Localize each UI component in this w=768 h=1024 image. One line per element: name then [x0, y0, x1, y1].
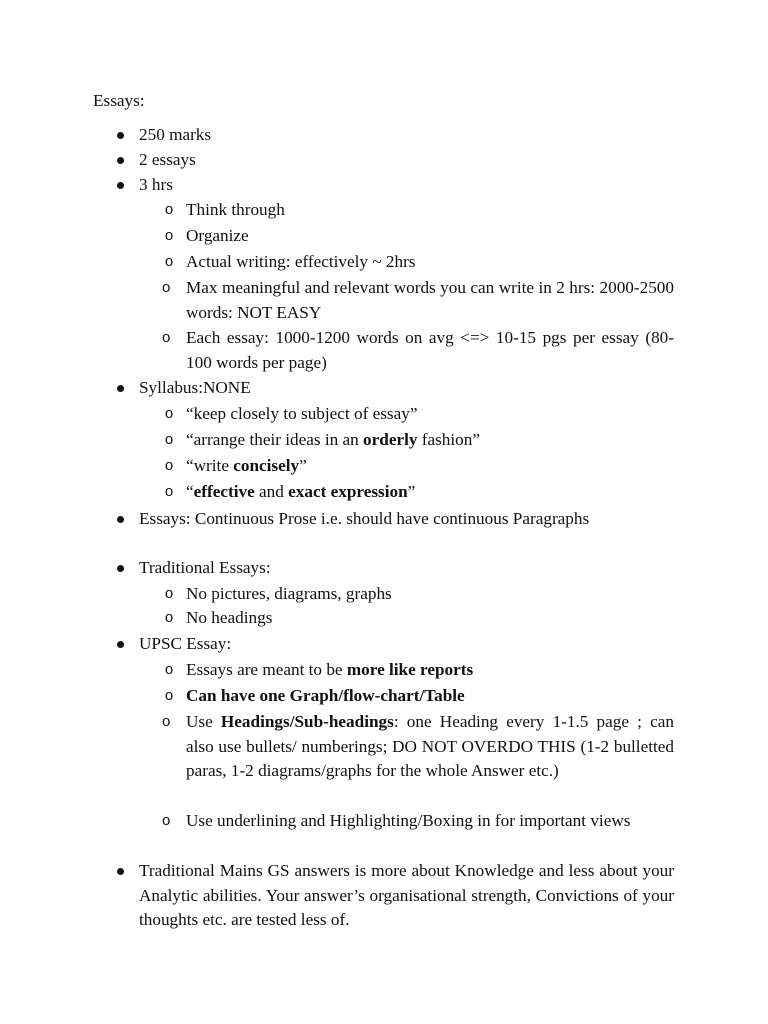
bullet-circle-icon: o	[164, 201, 174, 218]
bullet-dot-icon	[117, 565, 124, 572]
bullet-dot-icon	[117, 157, 124, 164]
bullet-circle-icon: o	[164, 227, 174, 244]
bullet-dot-icon	[117, 182, 124, 189]
list-item-text: Each essay: 1000-1200 words on avg <=> 10-15 pgs per essay (80-100 words per page)	[186, 328, 674, 372]
bullet-circle-icon: o	[164, 585, 174, 602]
list-item-text: 250 marks	[139, 125, 212, 144]
list-item-text: UPSC Essay:	[139, 634, 232, 653]
sub-list-item	[164, 198, 674, 223]
bullet-dot-icon	[117, 868, 124, 875]
bullet-dot-icon	[117, 385, 124, 392]
list-item-text: Traditional Essays:	[139, 558, 271, 577]
list-item-text: Use Headings/Sub-headings: one Heading every 1-1.5 page ; can also use bullets/ numberings; DO NOT OVERDO THIS (1-2 bulletted paras, 1-2 diagrams/graphs for the whole Answer etc.)	[186, 712, 674, 780]
list-item-text: Syllabus:NONE	[139, 378, 251, 397]
bullet-circle-icon: o	[164, 661, 174, 678]
sub-list-item	[164, 480, 674, 505]
bullet-circle-icon: o	[164, 253, 174, 270]
list-item-text: Traditional Mains GS answers is more about Knowledge and less about your Analytic abilities. Your answer’s organisational strength, Convictions of your thoughts etc. are tested less of.	[139, 861, 674, 929]
list-item-text: “effective and exact expression”	[186, 482, 416, 501]
bullet-circle-icon: o	[164, 483, 174, 500]
list-item	[139, 148, 674, 173]
list-item-text: Can have one Graph/flow-chart/Table	[186, 686, 465, 705]
bullet-circle-icon: o	[164, 405, 174, 422]
list-item-text: Organize	[186, 226, 249, 245]
bullet-dot-icon	[117, 641, 124, 648]
sub-list-item	[164, 454, 674, 479]
bullet-circle-icon: o	[164, 457, 174, 474]
bullet-circle-icon: o	[162, 279, 171, 296]
bullet-circle-icon: o	[164, 431, 174, 448]
list-item	[139, 556, 674, 581]
list-item	[139, 632, 674, 657]
list-item-text: 2 essays	[139, 150, 196, 169]
list-item-text: Essays: Continuous Prose i.e. should have continuous Paragraphs	[139, 509, 590, 528]
list-item	[139, 173, 674, 198]
page-heading: Essays:	[93, 91, 145, 110]
sub-list-item	[164, 658, 674, 683]
sub-list-item	[164, 582, 674, 607]
sub-list-item	[162, 276, 674, 325]
bullet-circle-icon: o	[164, 609, 174, 626]
list-item-text: “arrange their ideas in an orderly fashion”	[186, 430, 480, 449]
sub-list-item	[162, 710, 674, 784]
bullet-dot-icon	[117, 516, 124, 523]
sub-list-item	[162, 809, 674, 834]
list-item	[139, 376, 674, 401]
sub-list-item	[164, 684, 674, 709]
list-item	[139, 859, 674, 933]
list-item-text: No headings	[186, 608, 273, 627]
list-item-text: “keep closely to subject of essay”	[186, 404, 418, 423]
list-item-text: Think through	[186, 200, 285, 219]
sub-list-item	[162, 326, 674, 375]
bullet-circle-icon: o	[164, 687, 174, 704]
sub-list-item	[164, 402, 674, 427]
list-item-text: Use underlining and Highlighting/Boxing in for important views	[186, 811, 631, 830]
sub-list-item	[164, 224, 674, 249]
list-item-text: Max meaningful and relevant words you can write in 2 hrs: 2000-2500 words: NOT EASY	[186, 278, 674, 322]
list-item	[139, 507, 674, 532]
bullet-circle-icon: o	[162, 713, 171, 730]
bullet-circle-icon: o	[162, 812, 171, 829]
list-item	[139, 123, 674, 148]
bullet-dot-icon	[117, 132, 124, 139]
sub-list-item	[164, 428, 674, 453]
bullet-circle-icon: o	[162, 329, 171, 346]
list-item-text: “write concisely”	[186, 456, 307, 475]
list-item-text: No pictures, diagrams, graphs	[186, 584, 392, 603]
sub-list-item	[164, 606, 674, 631]
sub-list-item	[164, 250, 674, 275]
list-item-text: 3 hrs	[139, 175, 173, 194]
list-item-text: Essays are meant to be more like reports	[186, 660, 474, 679]
list-item-text: Actual writing: effectively ~ 2hrs	[186, 252, 416, 271]
